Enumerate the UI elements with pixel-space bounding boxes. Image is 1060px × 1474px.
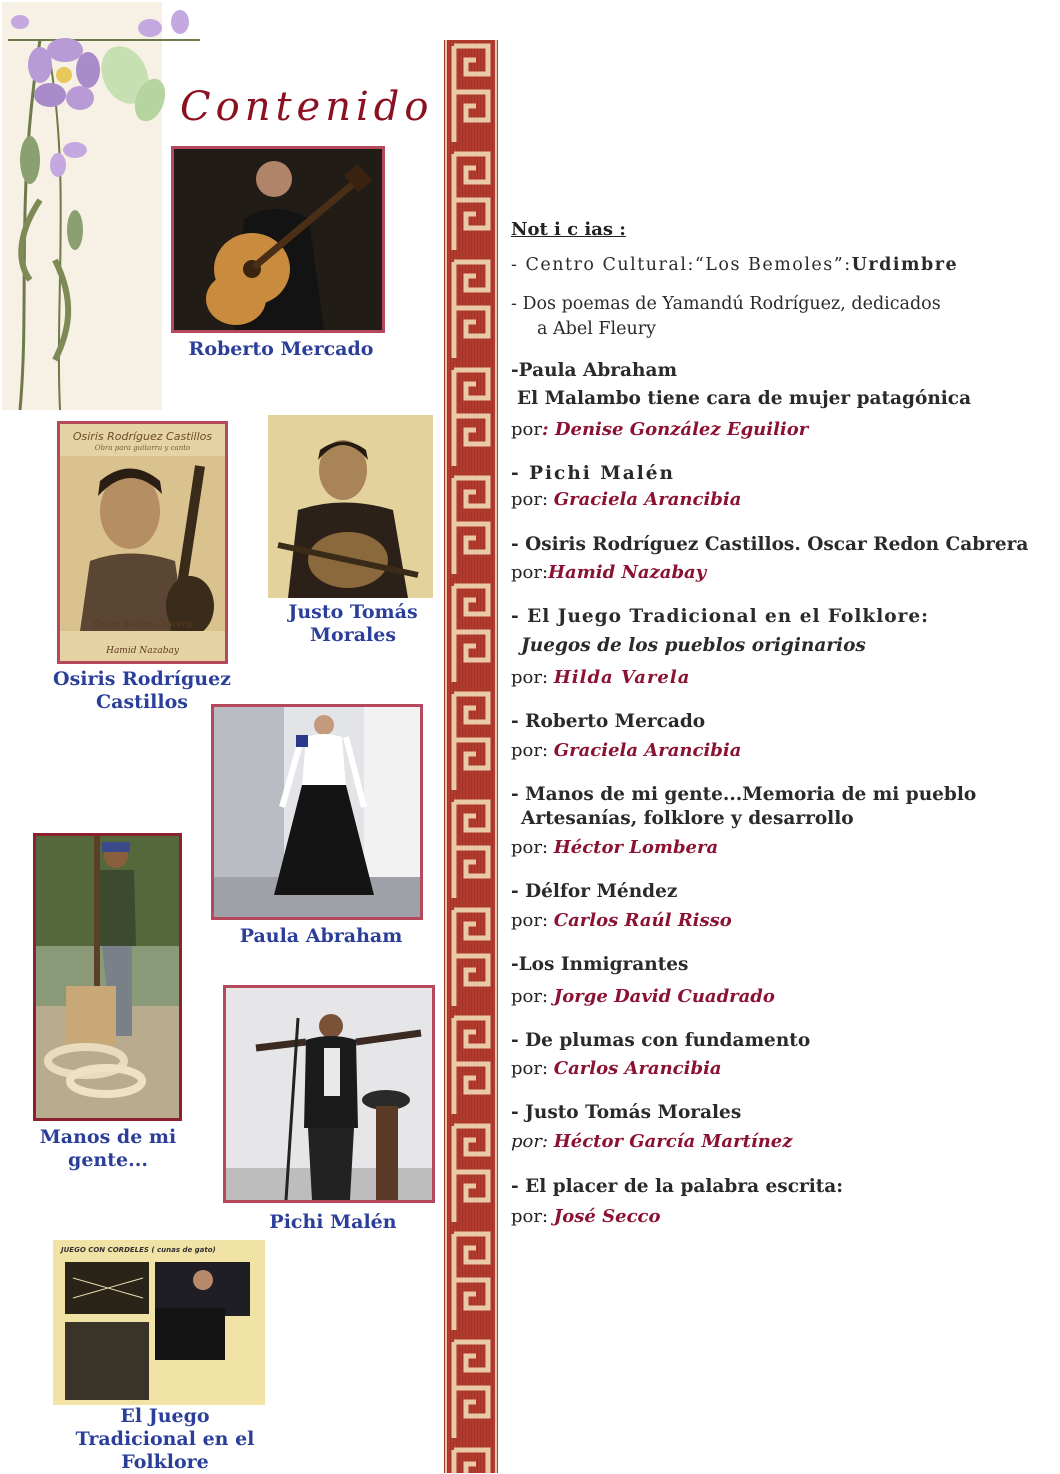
toc-by-label: por: [511,1058,549,1079]
toc-by-label: por: [511,740,549,761]
toc-entry-title: - El placer de la palabra escrita: [511,1176,844,1197]
toc-by-label: por [511,419,542,440]
toc-entry-byline [511,562,706,583]
toc-author: Hamid Nazabay [548,562,707,583]
news-item-bold: Urdimbre [851,255,959,275]
toc-author: Carlos Arancibia [553,1058,722,1079]
photo-juego-tradicional [53,1240,265,1405]
toc-author: Carlos Raúl Risso [553,910,732,931]
toc-entry-byline [511,489,741,510]
news-item-line2: a Abel Fleury [537,319,656,339]
caption-juego-tradicional: El Juego Tradicional en el Folklore [75,1405,255,1473]
news-heading: Not i c ias : [511,219,626,240]
news-item-prefix: - Centro Cultural:“Los Bemoles”: [511,255,852,275]
cover-author: Oscar Redon Cabrera [93,620,192,630]
toc-by-label: por: [511,489,549,510]
toc-author: Graciela Arancibia [553,740,742,761]
photo-manos-de-mi-gente [33,833,182,1121]
toc-entry-byline [511,837,718,858]
caption-justo-tomas-morales: Justo Tomás Morales [288,601,418,646]
toc-author: Héctor Lombera [553,837,719,858]
toc-author: Hilda Varela [553,667,691,688]
photo-osiris-cover [57,421,228,664]
toc-entry-title: - Pichi Malén [511,463,675,484]
caption-paula-abraham: Paula Abraham [239,925,403,947]
toc-entry-title: - De plumas con fundamento [511,1030,811,1051]
toc-entry-subtitle: El Malambo tiene cara de mujer patagónica [517,388,972,409]
toc-entry-title: - Délfor Méndez [511,881,678,902]
toc-entry-byline [511,910,732,931]
toc-entry-byline [511,1131,793,1152]
cover-title: Osiris Rodríguez Castillos [72,430,213,443]
toc-entry-title: - Roberto Mercado [511,711,706,732]
toc-entry-title: -Paula Abraham [511,360,678,381]
toc-entry-byline [511,986,775,1007]
table-of-contents [511,0,1031,1473]
toc-entry-title: - Manos de mi gente...Memoria de mi pueblo [511,784,977,805]
toc-entry-byline [511,1206,661,1227]
caption-osiris-text: Osiris Rodríguez Castillos [53,668,231,713]
photo-justo-tomas-morales [268,415,433,598]
cover-editor: Hamid Nazabay [106,646,179,656]
toc-entry-title: - Justo Tomás Morales [511,1102,742,1123]
news-item-centro-cultural [511,255,958,275]
toc-by-label: por: [511,910,549,931]
toc-by-label: por: [511,837,549,858]
toc-entry-byline [511,740,741,761]
toc-entry-byline [511,1058,722,1079]
toc-by-label: por: [511,562,549,583]
toc-author: Jorge David Cuadrado [553,986,775,1007]
toc-author: Graciela Arancibia [553,489,742,510]
woven-band-decoration [444,40,498,1473]
poster-title: JUEGO CON CORDELES ( cunas de gato) [61,1246,216,1254]
cover-subtitle: Obra para guitarra y canto [94,444,191,452]
news-item-dos-poemas [511,292,941,342]
photo-roberto-mercado [171,146,385,333]
toc-by-label: por: [511,667,549,688]
toc-entry-byline [511,667,690,688]
photo-paula-abraham [211,704,423,920]
toc-author: : Denise González Eguilior [541,419,809,440]
toc-entry-title: -Los Inmigrantes [511,954,689,975]
photo-pichi-malen [223,985,435,1203]
toc-entry-title: - Osiris Rodríguez Castillos. Oscar Redon Cabrera [511,534,1029,555]
caption-pichi-malen: Pichi Malén [269,1211,397,1233]
toc-author: Héctor García Martínez [553,1131,793,1152]
page-title: Contenido [180,84,434,130]
toc-entry-subtitle: Juegos de los pueblos originarios [521,635,866,656]
toc-by-label: por: [511,1131,549,1152]
toc-entry-subtitle: Artesanías, folklore y desarrollo [521,808,854,829]
caption-manos-de-mi-gente: Manos de mi gente... [39,1126,177,1171]
toc-entry-byline [511,419,808,440]
caption-roberto-mercado: Roberto Mercado [188,338,374,360]
toc-author: José Secco [553,1206,661,1227]
toc-entry-title: - El Juego Tradicional en el Folklore: [511,606,929,627]
toc-by-label: por: [511,986,549,1007]
news-item-line1: - Dos poemas de Yamandú Rodríguez, dedicados [511,294,941,314]
toc-by-label: por: [511,1206,549,1227]
